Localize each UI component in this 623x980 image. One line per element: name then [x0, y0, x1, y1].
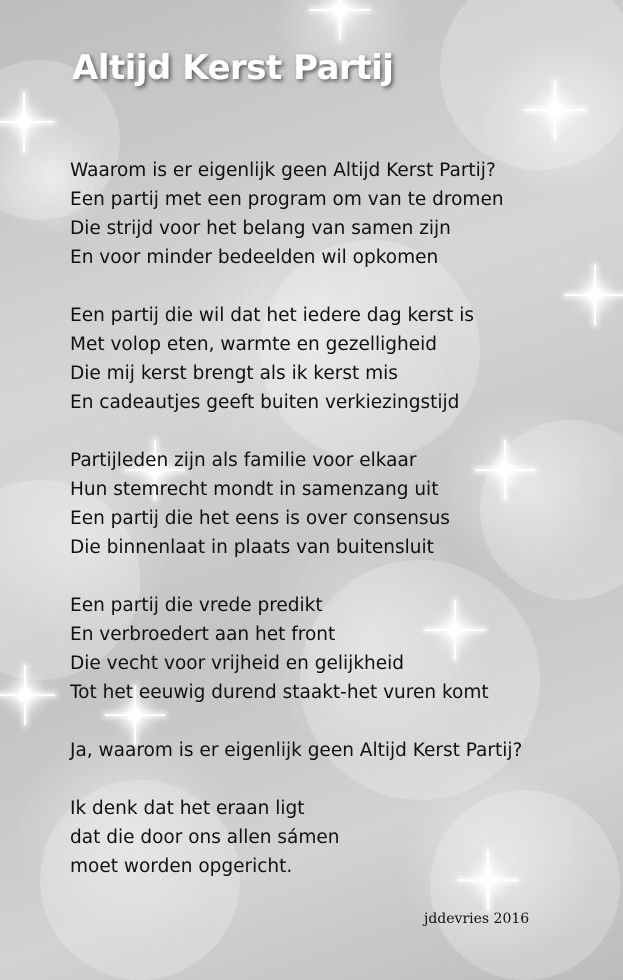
poem-line: dat die door ons allen sámen [70, 827, 340, 848]
poem-line: Een partij die wil dat het iedere dag kerst is [70, 305, 475, 326]
poem-line: Die vecht voor vrijheid en gelijkheid [70, 653, 405, 674]
poem-stanza [70, 794, 600, 881]
bokeh-light [440, 0, 623, 170]
poem-line: moet worden opgericht. [70, 856, 293, 877]
poem-line: Die mij kerst brengt als ik kerst mis [70, 363, 398, 384]
poem-title: Altijd Kerst Partij [72, 48, 394, 88]
poem-stanza [70, 156, 600, 272]
poem-stanza [70, 301, 600, 417]
poem-line: Die strijd voor het belang van samen zijn [70, 218, 451, 239]
poem-line: En voor minder bedeelden wil opkomen [70, 247, 439, 268]
poem-line: Ja, waarom is er eigenlijk geen Altijd Kerst Partij? [70, 740, 523, 761]
poem-line: Tot het eeuwig durend staakt-het vuren komt [70, 682, 489, 703]
poem-line: En verbroedert aan het front [70, 624, 336, 645]
poem-line: Die binnenlaat in plaats van buitensluit [70, 537, 434, 558]
poem-line: Ik denk dat het eraan ligt [70, 798, 305, 819]
author-signature: jddevries 2016 [424, 911, 530, 927]
poem-line: Partijleden zijn als familie voor elkaar [70, 450, 417, 471]
poem-stanza [70, 591, 600, 707]
poem-stanza [70, 446, 600, 562]
poem-body [70, 156, 600, 910]
poem-line: Met volop eten, warmte en gezelligheid [70, 334, 437, 355]
poem-line: Waarom is er eigenlijk geen Altijd Kerst Partij? [70, 160, 496, 181]
poem-line: En cadeautjes geeft buiten verkiezingstijd [70, 392, 460, 413]
poem-line: Hun stemrecht mondt in samenzang uit [70, 479, 439, 500]
poem-line: Een partij die het eens is over consensus [70, 508, 450, 529]
poem-line: Een partij met een program om van te dromen [70, 189, 504, 210]
poem-stanza [70, 736, 600, 765]
poem-line: Een partij die vrede predikt [70, 595, 323, 616]
